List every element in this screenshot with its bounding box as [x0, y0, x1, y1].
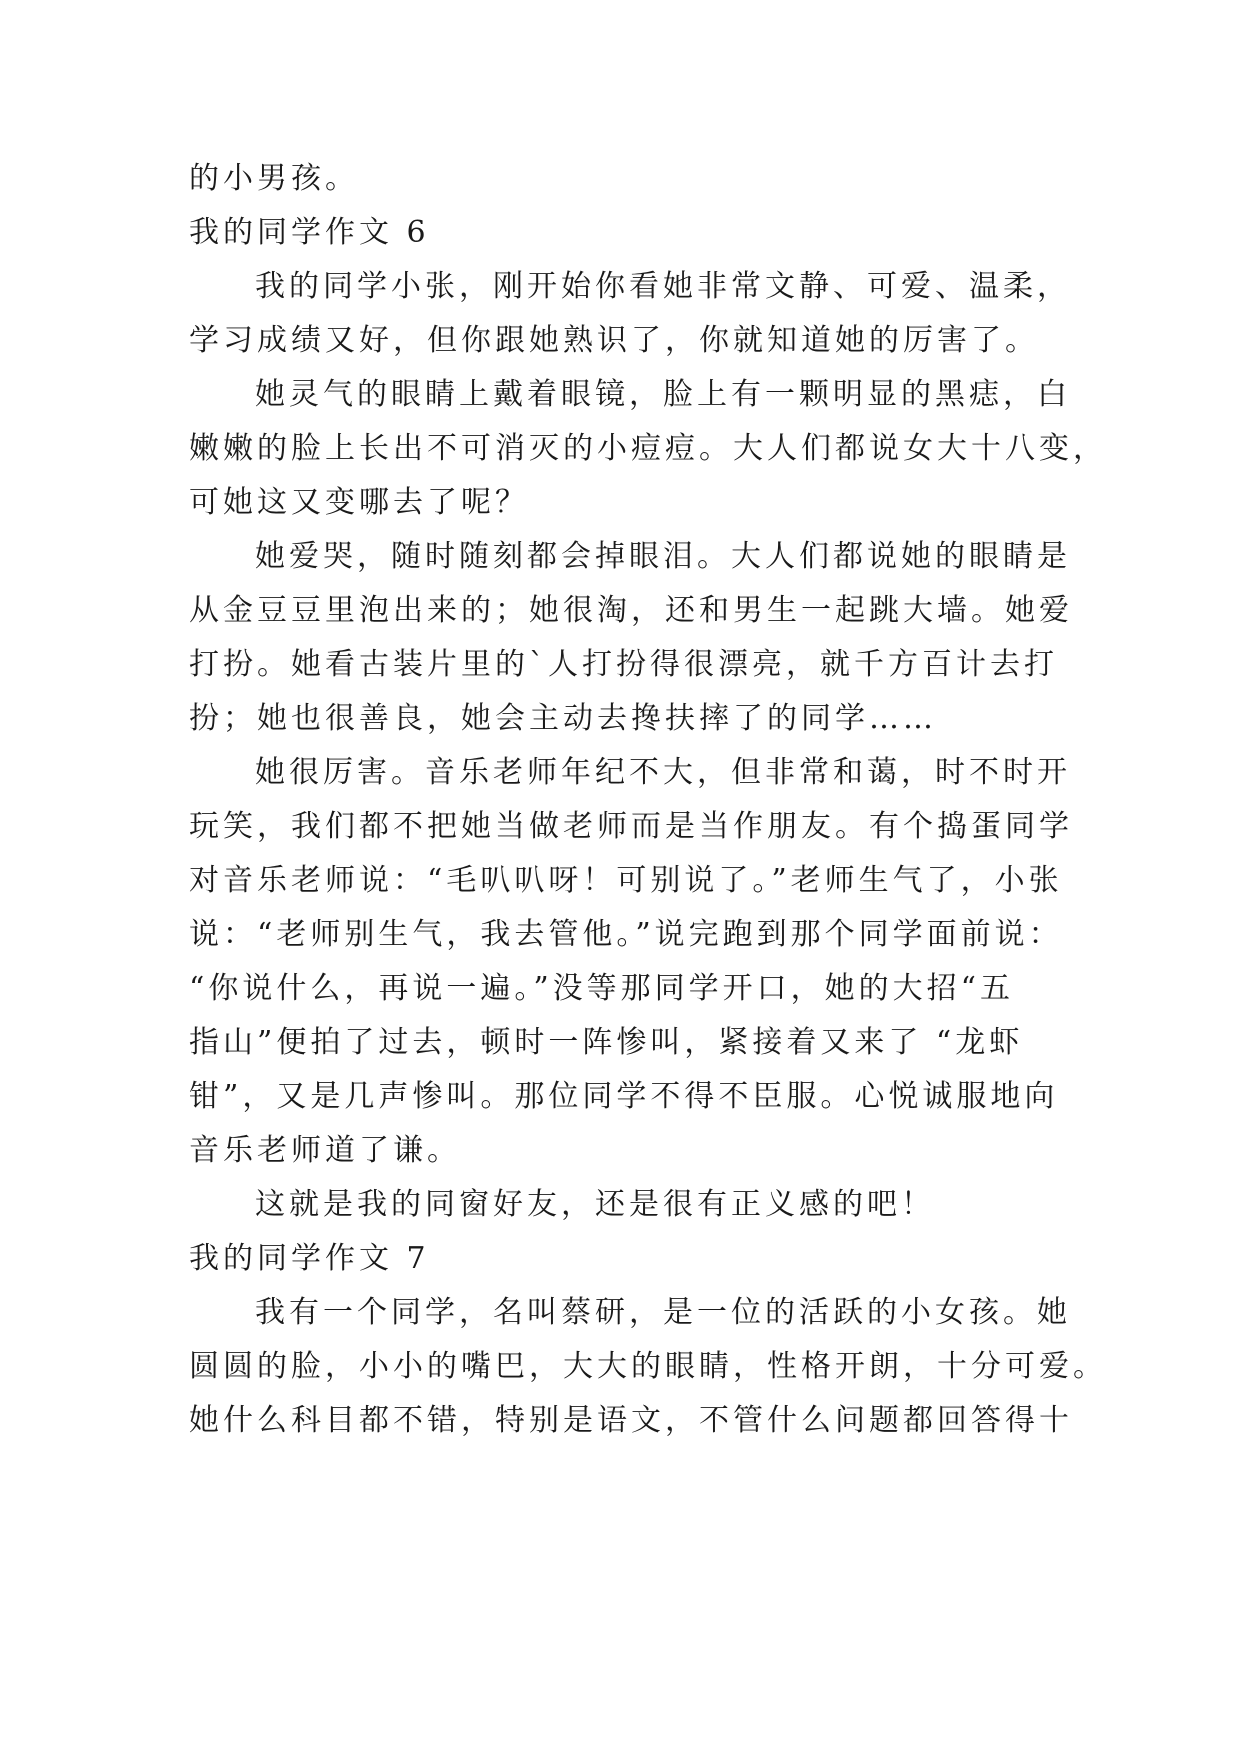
essay-6-paragraph-3: [189, 530, 1073, 746]
text-line: 扮；她也很善良，她会主动去搀扶摔了的同学……: [189, 701, 937, 736]
text-line: 她爱哭，随时随刻都会掉眼泪。大人们都说她的眼睛是: [255, 539, 1071, 574]
text-line: 我有一个同学，名叫蔡研，是一位的活跃的小女孩。她: [255, 1295, 1071, 1330]
text-line: 圆圆的脸，小小的嘴巴，大大的眼睛，性格开朗，十分可爱。: [189, 1349, 1107, 1384]
text-line: 可她这又变哪去了呢？: [189, 485, 529, 520]
text-line: 嫩嫩的脸上长出不可消灭的小痘痘。大人们都说女大十八变，: [189, 431, 1107, 466]
essay-7-paragraph-1: [189, 1286, 1107, 1448]
text-line: 她灵气的眼睛上戴着眼镜，脸上有一颗明显的黑痣，白: [255, 377, 1071, 412]
text-line: 对音乐老师说：“毛叭叭呀！可别说了。”老师生气了，小张: [189, 863, 1063, 898]
text-line: 学习成绩又好，但你跟她熟识了，你就知道她的厉害了。: [189, 323, 1039, 358]
text-line: 她很厉害。音乐老师年纪不大，但非常和蔼，时不时开: [255, 755, 1071, 790]
essay-6-paragraph-4: [189, 746, 1073, 1178]
essay-6-title: 我的同学作文 6: [189, 215, 430, 250]
document-body: [189, 152, 1107, 1448]
text-line: 她什么科目都不错，特别是语文，不管什么问题都回答得十: [189, 1403, 1073, 1438]
text-line: 这就是我的同窗好友，还是很有正义感的吧！: [255, 1187, 935, 1222]
text-line: 钳”，又是几声惨叫。那位同学不得不臣服。心悦诚服地向: [189, 1079, 1059, 1114]
text-line: 打扮。她看古装片里的`人打扮得很漂亮，就千方百计去打: [189, 647, 1058, 682]
essay-6-paragraph-1: [189, 260, 1071, 368]
lead-fragment: 的小男孩。: [189, 161, 359, 196]
text-line: 玩笑，我们都不把她当做老师而是当作朋友。有个捣蛋同学: [189, 809, 1073, 844]
text-line: 音乐老师道了谦。: [189, 1133, 461, 1168]
text-line: “你说什么，再说一遍。”没等那同学开口，她的大招“五: [189, 971, 1015, 1006]
essay-7-title: 我的同学作文 7: [189, 1241, 430, 1276]
text-line: 指山”便拍了过去，顿时一阵惨叫，紧接着又来了 “龙虾: [189, 1025, 1024, 1060]
essay-6-paragraph-5: [189, 1178, 1051, 1232]
essay-6-paragraph-2: [189, 368, 1107, 530]
text-line: 我的同学小张，刚开始你看她非常文静、可爱、温柔，: [255, 269, 1071, 304]
text-line: 从金豆豆里泡出来的；她很淘，还和男生一起跳大墙。她爱: [189, 593, 1073, 628]
text-line: 说：“老师别生气，我去管他。”说完跑到那个同学面前说：: [189, 917, 1063, 952]
